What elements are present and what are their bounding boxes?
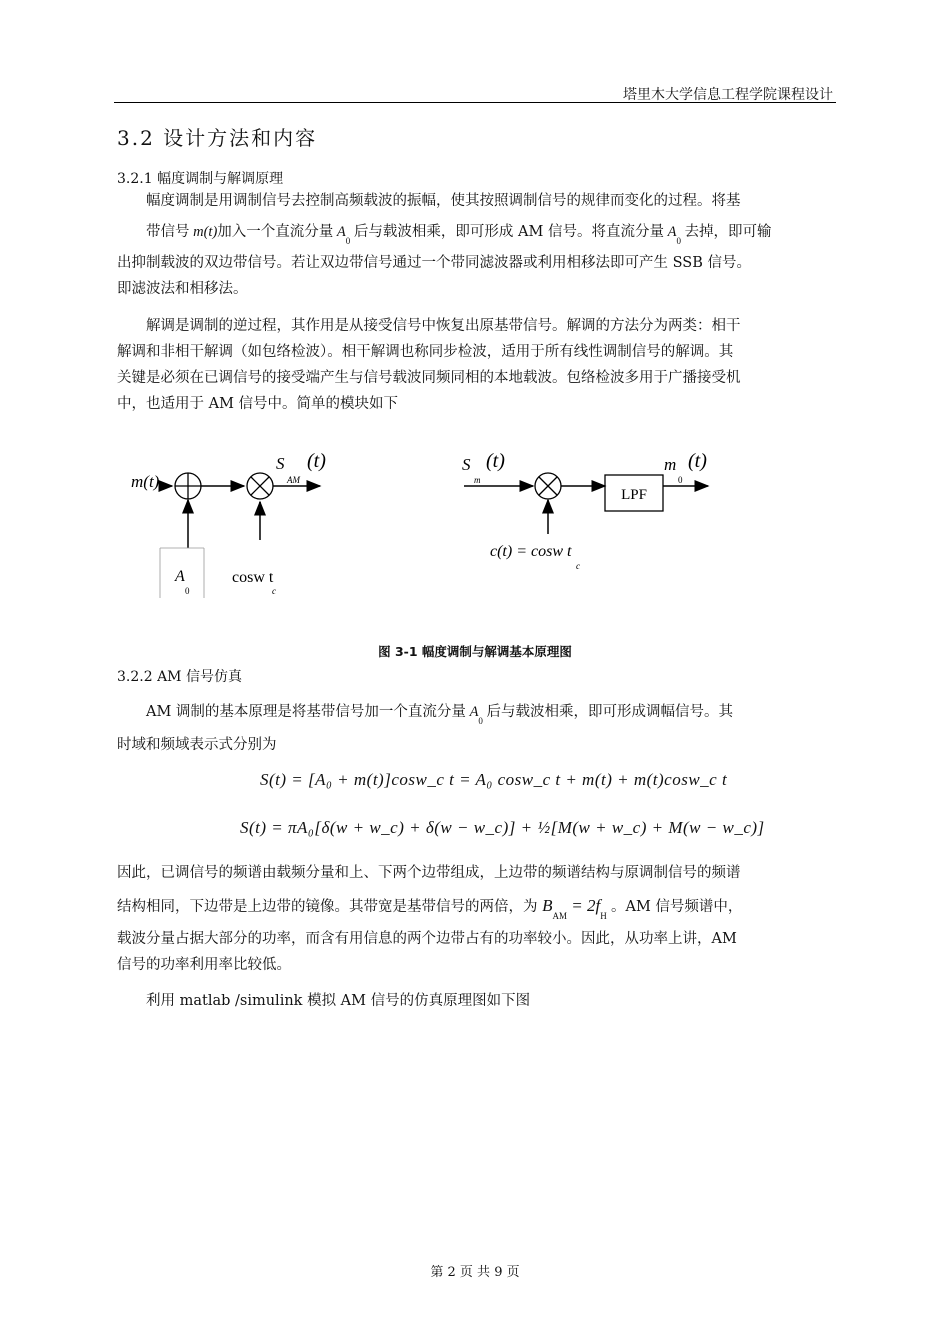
dc-label: A xyxy=(175,568,185,585)
svg-text:(t): (t) xyxy=(307,450,326,472)
svg-text:0: 0 xyxy=(185,586,190,596)
svg-text:c: c xyxy=(272,586,276,596)
demod-input-label: S xyxy=(462,455,471,474)
demod-output-label: m xyxy=(664,455,677,474)
equation-frequency-domain: S(t) = πA₀[δ(w + w_c) + δ(w − w_c)] + ½[M(w + w_c) + M(w − w_c)] xyxy=(240,818,765,837)
svg-text:c: c xyxy=(576,561,580,571)
header-rule xyxy=(114,102,836,103)
svg-text:m: m xyxy=(474,475,481,485)
paragraph-modulation: 幅度调制是用调制信号去控制高频载波的振幅，使其按照调制信号的规律而变化的过程。将基 带信号 m(t)加入一个直流分量 $A_0$ 后与载波相乘，即可形成 AM 信号。将直流分量 $A_0$ 去掉，即可输 出抑制载波的双边带信号。若让双边带信号通过一个带同滤波器或利用相移法即可产生 SSB 信号。 即滤波法和相移法。 xyxy=(117,193,772,297)
svg-text:AM: AM xyxy=(287,475,300,485)
paragraph-simulink: 利用 matlab /simulink 模拟 AM 信号的仿真原理图如下图 xyxy=(146,993,531,1009)
svg-text:(t): (t) xyxy=(486,450,505,472)
figure-caption: 图 3-1 幅度调制与解调基本原理图 xyxy=(378,644,572,659)
section-title: 3.2 设计方法和内容 xyxy=(117,126,318,150)
carrier-label: cosw t xyxy=(232,569,274,586)
svg-text:0: 0 xyxy=(678,475,683,485)
figure-block-diagram xyxy=(0,430,950,630)
demodulator-diagram xyxy=(462,450,708,571)
paragraph-am: AM 调制的基本原理是将基带信号加一个直流分量 $A_0$ 后与载波相乘，即可形成调幅信号。其 时域和频域表示式分别为 xyxy=(117,704,734,753)
lpf-label: LPF xyxy=(621,487,647,503)
subsection-title-1: 3.2.1 幅度调制与解调原理 xyxy=(117,171,284,187)
modulator-diagram xyxy=(131,450,326,598)
mod-output-label: S xyxy=(276,454,285,473)
paragraph-demodulation: 解调是调制的逆过程，其作用是从接受信号中恢复出原基带信号。解调的方法分为两类：相干 解调和非相干解调（如包络检波）。相干解调也称同步检波，适用于所有线性调制信号的解调。其 关键是必须在已调信号的接受端产生与信号载波同频同相的本地载波。包络检波多用于广播接受机 中，也适用于 AM 信号中。简单的模块如下 xyxy=(117,318,741,412)
mod-input-label: m(t) xyxy=(131,472,160,491)
local-carrier-label: c(t) = cosw t xyxy=(490,543,572,560)
subsection-title-2: 3.2.2 AM 信号仿真 xyxy=(117,669,242,685)
equation-time-domain: S(t) = [A₀ + m(t)]cosw_c t = A₀ cosw_c t + m(t) + m(t)cosw_c t xyxy=(260,770,728,789)
page-number: 第 2 页 共 9 页 xyxy=(430,1265,520,1280)
paragraph-spectrum: 因此，已调信号的频谱由载频分量和上、下两个边带组成，上边带的频谱结构与原调制信号的频谱 结构相同，下边带是上边带的镜像。其带宽是基带信号的两倍，为 $B_{AM} = 2f_H$ 。AM 信号频谱中， 载波分量占据大部分的功率，而含有用信息的两个边带占有的功率较小。因此，从功率上讲，AM 信号的功率利用率比较低。 xyxy=(117,865,743,973)
svg-text:(t): (t) xyxy=(688,450,707,472)
page-header: 塔里木大学信息工程学院课程设计 xyxy=(623,87,833,103)
